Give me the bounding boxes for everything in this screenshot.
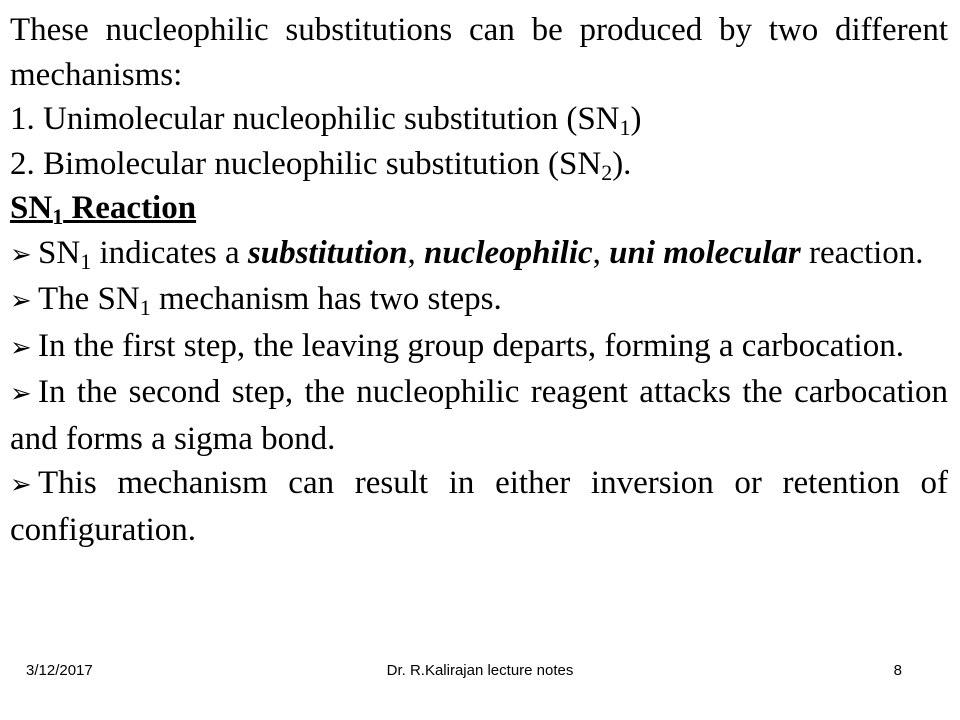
bullet-arrow-icon: ➢ [10,379,32,408]
bullet-1-post: reaction. [800,234,924,271]
section-heading-subscript: 1 [52,204,64,229]
bullet-item-5 [10,461,948,552]
bullet-4-text: In the second step, the nucleophilic reagent attacks the carbocation and forms a sigma bond. [10,374,948,457]
mechanism-item-1 [10,97,948,142]
bullet-1-emphasis-unimolecular: uni molecular [609,234,801,271]
slide-content [10,8,948,552]
bullet-item-1 [10,231,948,278]
bullet-1-sep-1: , [407,234,424,271]
bullet-2-subscript: 1 [139,295,151,320]
footer-date: 3/12/2017 [26,662,93,679]
bullet-1-emphasis-substitution: substitution [247,234,408,271]
intro-paragraph: These nucleophilic substitutions can be produced by two different mechanisms: [10,12,948,93]
footer-page-number: 8 [893,662,902,679]
mechanism-item-2-subscript: 2 [601,159,613,185]
mechanism-item-2 [10,142,948,187]
mechanism-item-1-subscript: 1 [619,115,631,140]
bullet-1-sep-2: , [592,234,610,271]
bullet-item-3 [10,324,948,371]
bullet-3-text: In the first step, the leaving group departs, forming a carbocation. [38,327,904,364]
bullet-5-text: This mechanism can result in either inversion or retention of configuration. [10,465,948,548]
section-heading-prefix: SN [10,190,53,226]
bullet-1-subscript: 1 [80,248,92,274]
slide-footer [0,660,960,684]
section-heading [10,186,948,231]
bullet-2-post: mechanism has two steps. [150,281,502,317]
bullet-2-pre: The SN [38,281,140,317]
bullet-1-mid: indicates a [91,234,248,271]
mechanism-item-1-close: ) [630,101,642,137]
bullet-1-pre: SN [38,234,81,271]
mechanism-item-2-text: 2. Bimolecular nucleophilic substitution (SN [10,145,602,182]
bullet-arrow-icon: ➢ [10,286,32,315]
bullet-arrow-icon: ➢ [10,332,32,362]
footer-author: Dr. R.Kalirajan lecture notes [386,662,574,679]
bullet-arrow-icon: ➢ [10,239,32,269]
bullet-1-emphasis-nucleophilic: nucleophilic [423,234,593,271]
bullet-item-2 [10,277,948,324]
mechanism-item-1-text: 1. Unimolecular nucleophilic substitution (SN [10,101,620,137]
bullet-arrow-icon: ➢ [10,470,32,499]
mechanism-item-2-close: ). [612,145,632,182]
section-heading-rest: Reaction [63,190,197,226]
bullet-item-4 [10,370,948,461]
